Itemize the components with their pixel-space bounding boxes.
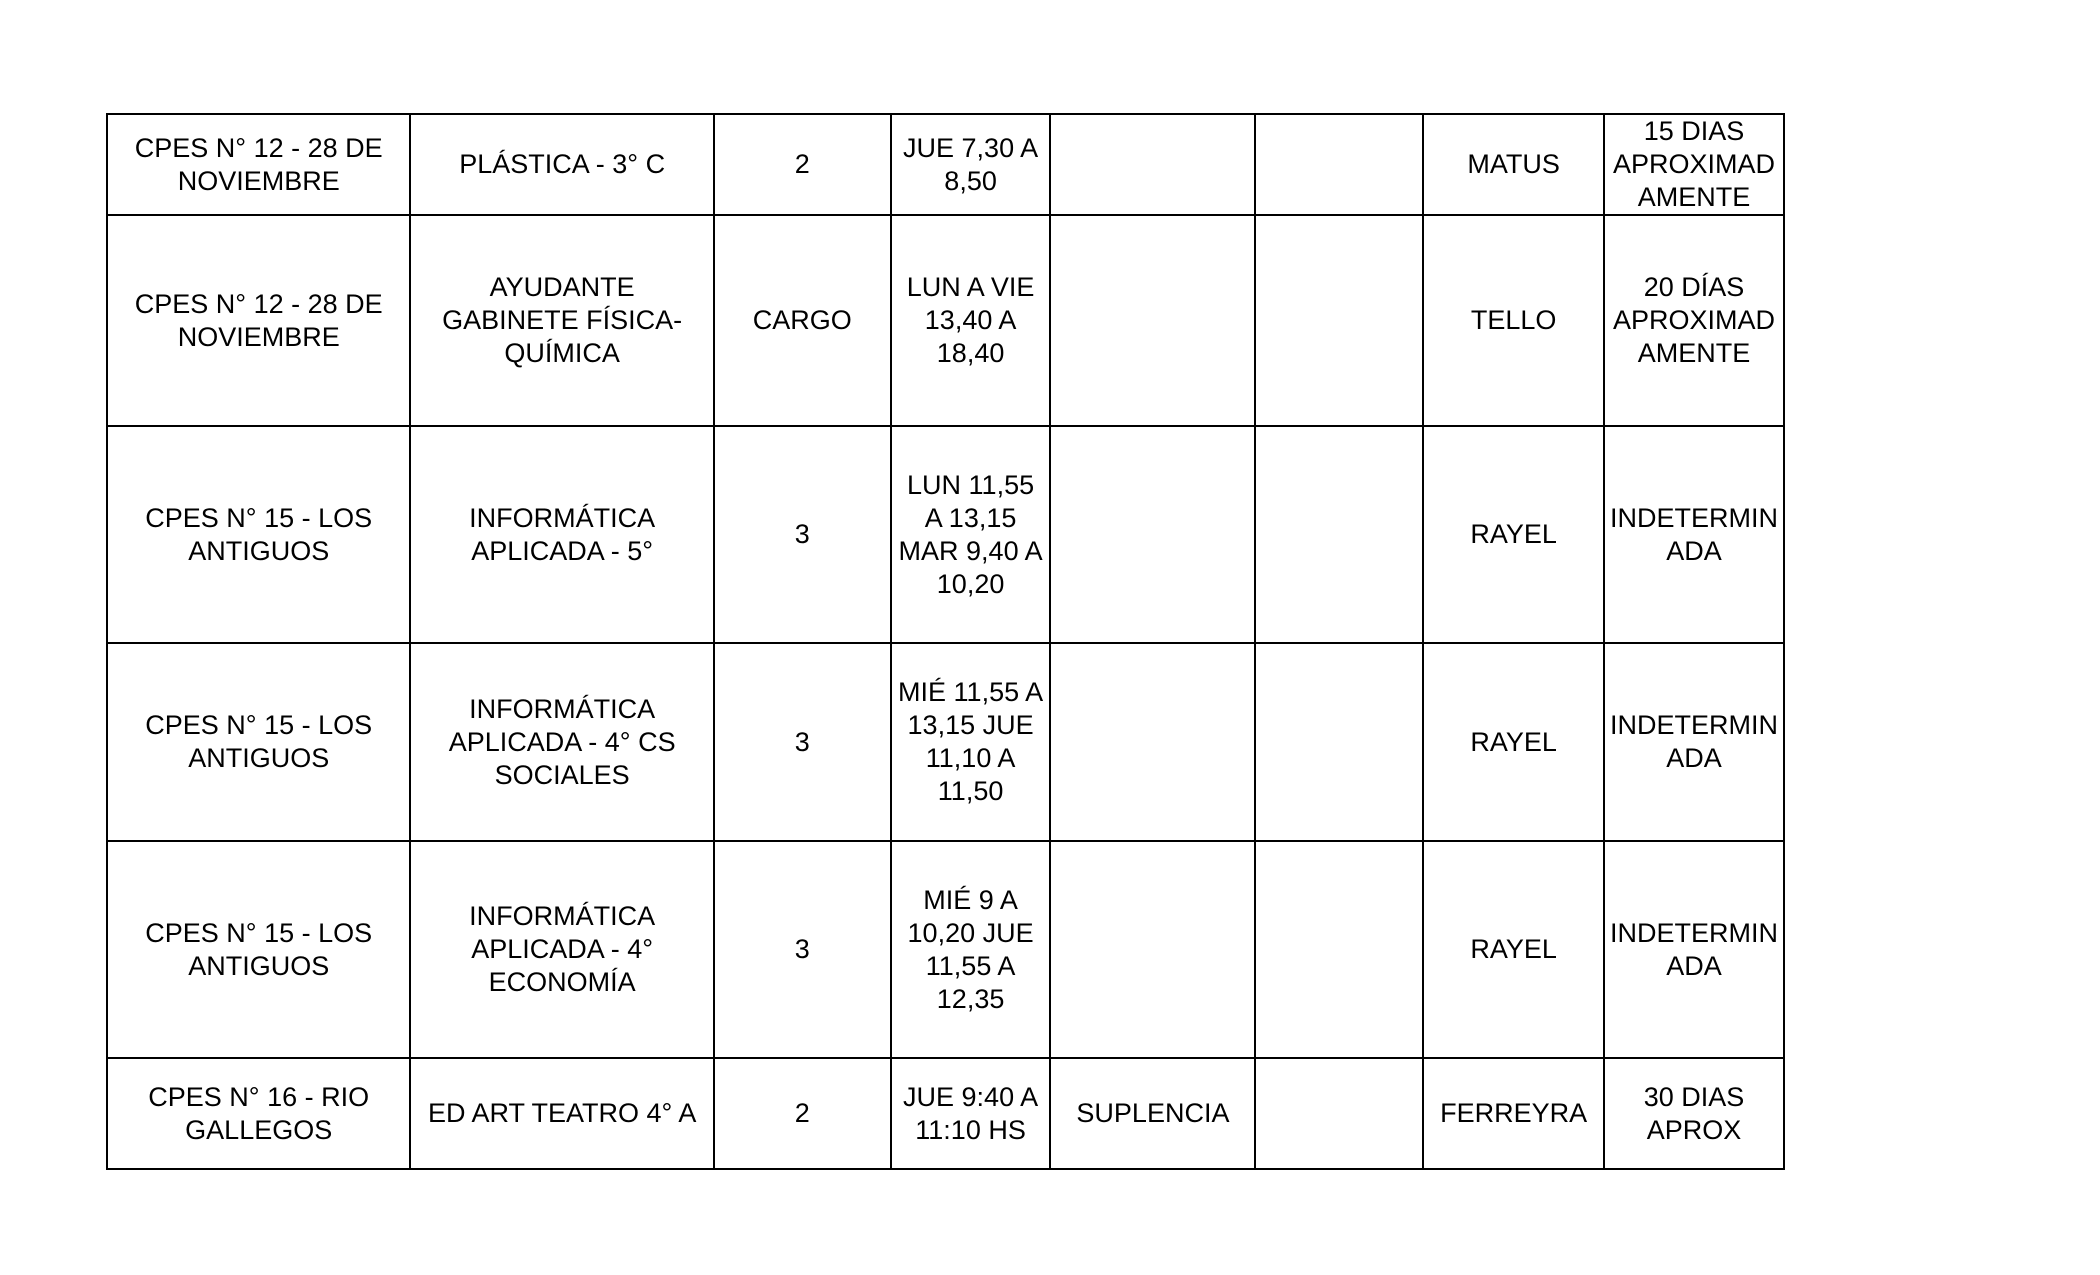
vacancy-table bbox=[106, 113, 1785, 1170]
school-cell: CPES N° 15 - LOS ANTIGUOS bbox=[107, 426, 410, 643]
type-cell bbox=[1050, 215, 1255, 426]
type-cell: SUPLENCIA bbox=[1050, 1058, 1255, 1169]
type-cell bbox=[1050, 841, 1255, 1058]
hours-cell: 2 bbox=[714, 114, 891, 215]
extra-cell bbox=[1255, 841, 1423, 1058]
type-cell bbox=[1050, 643, 1255, 841]
subject-cell: PLÁSTICA - 3° C bbox=[410, 114, 713, 215]
extra-cell bbox=[1255, 114, 1423, 215]
duration-cell: INDETERMIN ADA bbox=[1604, 643, 1784, 841]
teacher-cell: TELLO bbox=[1423, 215, 1604, 426]
subject-cell: INFORMÁTICA APLICADA - 5° bbox=[410, 426, 713, 643]
teacher-cell: MATUS bbox=[1423, 114, 1604, 215]
schedule-cell: JUE 7,30 A 8,50 bbox=[891, 114, 1051, 215]
schedule-cell: LUN 11,55 A 13,15 MAR 9,40 A 10,20 bbox=[891, 426, 1051, 643]
school-cell: CPES N° 15 - LOS ANTIGUOS bbox=[107, 841, 410, 1058]
schedule-cell: MIÉ 11,55 A 13,15 JUE 11,10 A 11,50 bbox=[891, 643, 1051, 841]
duration-cell: INDETERMIN ADA bbox=[1604, 426, 1784, 643]
schedule-cell: LUN A VIE 13,40 A 18,40 bbox=[891, 215, 1051, 426]
extra-cell bbox=[1255, 643, 1423, 841]
hours-cell: 3 bbox=[714, 841, 891, 1058]
school-cell: CPES N° 12 - 28 DE NOVIEMBRE bbox=[107, 114, 410, 215]
hours-cell: 3 bbox=[714, 643, 891, 841]
duration-cell: 15 DIAS APROXIMAD AMENTE bbox=[1604, 114, 1784, 215]
subject-cell: ED ART TEATRO 4° A bbox=[410, 1058, 713, 1169]
hours-cell: 2 bbox=[714, 1058, 891, 1169]
type-cell bbox=[1050, 426, 1255, 643]
duration-cell: INDETERMIN ADA bbox=[1604, 841, 1784, 1058]
duration-cell: 30 DIAS APROX bbox=[1604, 1058, 1784, 1169]
table-row bbox=[107, 643, 1784, 841]
teacher-cell: RAYEL bbox=[1423, 841, 1604, 1058]
extra-cell bbox=[1255, 1058, 1423, 1169]
school-cell: CPES N° 15 - LOS ANTIGUOS bbox=[107, 643, 410, 841]
table-row bbox=[107, 841, 1784, 1058]
teacher-cell: FERREYRA bbox=[1423, 1058, 1604, 1169]
extra-cell bbox=[1255, 426, 1423, 643]
teacher-cell: RAYEL bbox=[1423, 426, 1604, 643]
duration-cell: 20 DÍAS APROXIMAD AMENTE bbox=[1604, 215, 1784, 426]
table-row bbox=[107, 114, 1784, 215]
hours-cell: 3 bbox=[714, 426, 891, 643]
table-row bbox=[107, 215, 1784, 426]
school-cell: CPES N° 12 - 28 DE NOVIEMBRE bbox=[107, 215, 410, 426]
school-cell: CPES N° 16 - RIO GALLEGOS bbox=[107, 1058, 410, 1169]
teacher-cell: RAYEL bbox=[1423, 643, 1604, 841]
subject-cell: INFORMÁTICA APLICADA - 4° ECONOMÍA bbox=[410, 841, 713, 1058]
schedule-cell: JUE 9:40 A 11:10 HS bbox=[891, 1058, 1051, 1169]
extra-cell bbox=[1255, 215, 1423, 426]
hours-cell: CARGO bbox=[714, 215, 891, 426]
type-cell bbox=[1050, 114, 1255, 215]
subject-cell: INFORMÁTICA APLICADA - 4° CS SOCIALES bbox=[410, 643, 713, 841]
table-row bbox=[107, 1058, 1784, 1169]
table-row bbox=[107, 426, 1784, 643]
schedule-cell: MIÉ 9 A 10,20 JUE 11,55 A 12,35 bbox=[891, 841, 1051, 1058]
subject-cell: AYUDANTE GABINETE FÍSICA- QUÍMICA bbox=[410, 215, 713, 426]
